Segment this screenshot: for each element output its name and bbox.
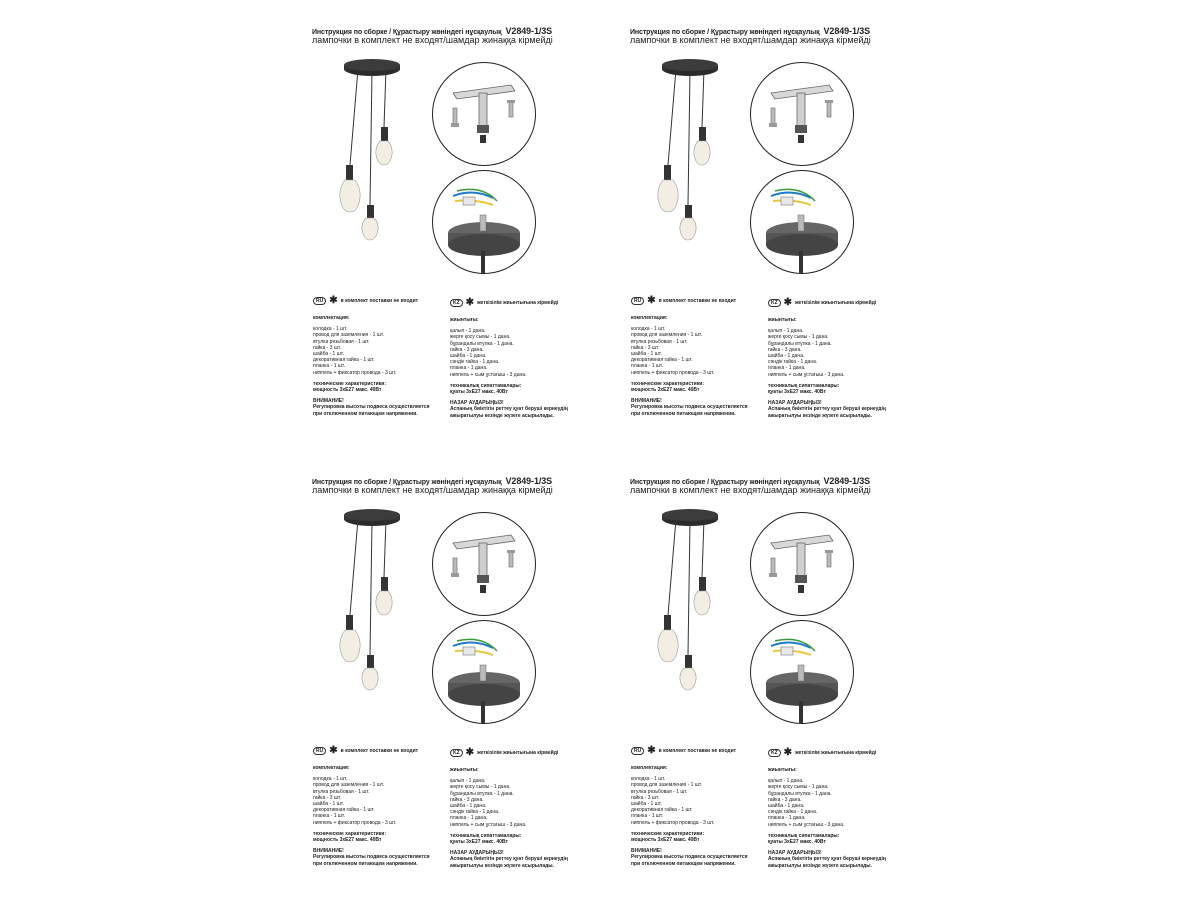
list-item: бұрандалы втулка - 1 дана. — [768, 340, 832, 347]
star-icon: ✱ — [783, 297, 793, 308]
list-item: ниппель + фиксатор провода - 3 шт. — [631, 369, 715, 376]
list-item: ниппель + фиксатор провода - 3 шт. — [313, 819, 397, 826]
model-code: V2849-1/3S — [823, 476, 871, 486]
list-item: қалып - 1 дана. — [450, 778, 486, 785]
list-item: гайка - 3 шт. — [631, 344, 660, 351]
list-item: планка - 1 дана. — [450, 365, 488, 372]
list-item: планка - 1 шт. — [313, 363, 345, 370]
list-item: ниппель + сым ұстағыш - 3 дана. — [450, 371, 527, 378]
list-item: провод для заземления - 1 шт. — [631, 332, 702, 339]
list-item: шайба - 1 дана. — [768, 803, 805, 810]
pendant-lamp-illustration — [648, 505, 738, 695]
ru-badge: RU — [631, 747, 644, 755]
list-item: втулка резьбовая - 1 шт. — [313, 338, 370, 345]
kz-badge: KZ — [768, 749, 781, 757]
pendant-lamp-illustration — [648, 55, 738, 245]
list-item: провод для заземления - 1 шт. — [313, 332, 384, 339]
ru-section: RU ✱ в комплект поставки не входит комплектация: колодка - 1 шт. провод для заземления - 1 шт. втулка резьбовая - 1 шт. гайка - 3 шт. шайба - 1 шт. декоративная гайка - 1 шт. планка - 1 шт. ниппель + фиксатор провода - 3 шт. технические характеристики: мощность 3хЕ27 макс. 40Вт ВНИМАНИЕ! Регулировка высоты подвеса осуществляется при отключенном питающем напряжении. — [631, 295, 748, 417]
list-item: бұрандалы втулка - 1 дана. — [450, 340, 514, 347]
list-item: ниппель + сым ұстағыш - 3 дана. — [450, 821, 527, 828]
star-icon: ✱ — [329, 745, 338, 756]
list-item: гайка - 3 шт. — [313, 794, 342, 801]
list-item: бұрандалы втулка - 1 дана. — [450, 790, 514, 797]
list-item: при отключенном питающем напряжении. — [631, 410, 736, 417]
model-code: V2849-1/3S — [505, 476, 553, 486]
list-item: қалып - 1 дана. — [768, 778, 804, 785]
list-item: при отключенном питающем напряжении. — [313, 860, 418, 867]
instruction-sheet — [318, 450, 918, 900]
list-item: сәндік гайка - 1 дана. — [450, 359, 500, 366]
sheet-title: Инструкция по сборке / Құрастыру жөніндегі нұсқаулық V2849-1/3S — [630, 476, 871, 486]
list-item: гайка - 3 дана. — [450, 346, 484, 353]
model-code: V2849-1/3S — [823, 26, 871, 36]
list-item: ниппель + фиксатор провода - 3 шт. — [313, 369, 397, 376]
sheet-title: Инструкция по сборке / Құрастыру жөніндегі нұсқаулық V2849-1/3S — [630, 26, 871, 36]
list-item: планка - 1 шт. — [631, 813, 663, 820]
list-item: втулка резьбовая - 1 шт. — [631, 788, 688, 795]
kz-section: KZ ✱ жеткізілім жиынтығына кірмейді жиынтығы: қалып - 1 дана. жерге қосу сымы - 1 дана. бұрандалы втулка - 1 дана. гайка - 3 дана. шайба - 1 дана. сәндік гайка - 1 дана. планка - 1 дана. ниппель + сым ұстағыш - 3 дана. техникалық сипаттамалары: қуаты 3хЕ27 макс. 40Вт НАЗАР АУДАРЫҢЫЗ! Аспаның биіктігін реттеу қуат беруші кернеудің ажыратылуы кезінде жүзеге асырылады. — [450, 297, 568, 419]
list-item: втулка резьбовая - 1 шт. — [631, 338, 688, 345]
kz-section: KZ ✱ жеткізілім жиынтығына кірмейді жиынтығы: қалып - 1 дана. жерге қосу сымы - 1 дана. бұрандалы втулка - 1 дана. гайка - 3 дана. шайба - 1 дана. сәндік гайка - 1 дана. планка - 1 дана. ниппель + сым ұстағыш - 3 дана. техникалық сипаттамалары: қуаты 3хЕ27 макс. 40Вт НАЗАР АУДАРЫҢЫЗ! Аспаның биіктігін реттеу қуат беруші кернеудің ажыратылуы кезінде жүзеге асырылады. — [768, 297, 886, 419]
list-item: Регулировка высоты подвеса осуществляется — [313, 854, 430, 861]
list-item: ажыратылуы кезінде жүзеге асырылады. — [450, 862, 554, 869]
list-item: декоративная гайка - 1 шт. — [631, 807, 693, 814]
list-item: гайка - 3 дана. — [450, 796, 484, 803]
list-item: қалып - 1 дана. — [450, 328, 486, 335]
list-item: қалып - 1 дана. — [768, 328, 804, 335]
ru-section: RU ✱ в комплект поставки не входит комплектация: колодка - 1 шт. провод для заземления - 1 шт. втулка резьбовая - 1 шт. гайка - 3 шт. шайба - 1 шт. декоративная гайка - 1 шт. планка - 1 шт. ниппель + фиксатор провода - 3 шт. технические характеристики: мощность 3хЕ27 макс. 40Вт ВНИМАНИЕ! Регулировка высоты подвеса осуществляется при отключенном питающем напряжении. — [313, 745, 430, 867]
kz-section: KZ ✱ жеткізілім жиынтығына кірмейді жиынтығы: қалып - 1 дана. жерге қосу сымы - 1 дана. бұрандалы втулка - 1 дана. гайка - 3 дана. шайба - 1 дана. сәндік гайка - 1 дана. планка - 1 дана. ниппель + сым ұстағыш - 3 дана. техникалық сипаттамалары: қуаты 3хЕ27 макс. 40Вт НАЗАР АУДАРЫҢЫЗ! Аспаның биіктігін реттеу қуат беруші кернеудің ажыратылуы кезінде жүзеге асырылады. — [450, 747, 568, 869]
ru-section: RU ✱ в комплект поставки не входит комплектация: колодка - 1 шт. провод для заземления - 1 шт. втулка резьбовая - 1 шт. гайка - 3 шт. шайба - 1 шт. декоративная гайка - 1 шт. планка - 1 шт. ниппель + фиксатор провода - 3 шт. технические характеристики: мощность 3хЕ27 макс. 40Вт ВНИМАНИЕ! Регулировка высоты подвеса осуществляется при отключенном питающем напряжении. — [631, 745, 748, 867]
list-item: бұрандалы втулка - 1 дана. — [768, 790, 832, 797]
list-item: шайба - 1 шт. — [313, 351, 344, 358]
star-icon: ✱ — [783, 747, 793, 758]
list-item: провод для заземления - 1 шт. — [313, 782, 384, 789]
list-item: гайка - 3 дана. — [768, 346, 802, 353]
list-item: шайба - 1 шт. — [631, 801, 662, 808]
list-item: шайба - 1 дана. — [768, 353, 805, 360]
sheet-subtitle: лампочки в комплект не входят/шамдар жинаққа кірмейді — [630, 485, 871, 495]
kz-badge: KZ — [450, 749, 463, 757]
list-item: при отключенном питающем напряжении. — [313, 410, 418, 417]
list-item: жерге қосу сымы - 1 дана. — [768, 334, 829, 341]
list-item: сәндік гайка - 1 дана. — [450, 809, 500, 816]
list-item: сәндік гайка - 1 дана. — [768, 359, 818, 366]
list-item: Аспаның биіктігін реттеу қуат беруші кернеудің — [450, 406, 568, 413]
list-item: жерге қосу сымы - 1 дана. — [450, 784, 511, 791]
list-item: ниппель + сым ұстағыш - 3 дана. — [768, 371, 845, 378]
sheet-title: Инструкция по сборке / Құрастыру жөніндегі нұсқаулық V2849-1/3S — [312, 476, 553, 486]
canopy-wiring-icon — [750, 170, 854, 274]
list-item: планка - 1 шт. — [313, 813, 345, 820]
kz-section: KZ ✱ жеткізілім жиынтығына кірмейді жиынтығы: қалып - 1 дана. жерге қосу сымы - 1 дана. бұрандалы втулка - 1 дана. гайка - 3 дана. шайба - 1 дана. сәндік гайка - 1 дана. планка - 1 дана. ниппель + сым ұстағыш - 3 дана. техникалық сипаттамалары: қуаты 3хЕ27 макс. 40Вт НАЗАР АУДАРЫҢЫЗ! Аспаның биіктігін реттеу қуат беруші кернеудің ажыратылуы кезінде жүзеге асырылады. — [768, 747, 886, 869]
list-item: колодка - 1 шт. — [631, 326, 666, 333]
ru-section: RU ✱ в комплект поставки не входит комплектация: колодка - 1 шт. провод для заземления - 1 шт. втулка резьбовая - 1 шт. гайка - 3 шт. шайба - 1 шт. декоративная гайка - 1 шт. планка - 1 шт. ниппель + фиксатор провода - 3 шт. технические характеристики: мощность 3хЕ27 макс. 40Вт ВНИМАНИЕ! Регулировка высоты подвеса осуществляется при отключенном питающем напряжении. — [313, 295, 430, 417]
list-item: планка - 1 шт. — [631, 363, 663, 370]
star-icon: ✱ — [329, 295, 338, 306]
sheet-subtitle: лампочки в комплект не входят/шамдар жинаққа кірмейді — [630, 35, 871, 45]
list-item: ниппель + сым ұстағыш - 3 дана. — [768, 821, 845, 828]
list-item: планка - 1 дана. — [768, 365, 806, 372]
list-item: Регулировка высоты подвеса осуществляется — [313, 404, 430, 411]
sheet-title: Инструкция по сборке / Құрастыру жөніндегі нұсқаулық V2849-1/3S — [312, 26, 553, 36]
list-item: гайка - 3 шт. — [631, 794, 660, 801]
list-item: Аспаның биіктігін реттеу қуат беруші кернеудің — [450, 856, 568, 863]
mounting-bracket-icon — [750, 62, 854, 166]
ru-badge: RU — [313, 297, 326, 305]
list-item: гайка - 3 дана. — [768, 796, 802, 803]
list-item: Регулировка высоты подвеса осуществляется — [631, 854, 748, 861]
ru-badge: RU — [313, 747, 326, 755]
star-icon: ✱ — [647, 745, 656, 756]
list-item: планка - 1 дана. — [768, 815, 806, 822]
list-item: ажыратылуы кезінде жүзеге асырылады. — [768, 412, 872, 419]
list-item: жерге қосу сымы - 1 дана. — [450, 334, 511, 341]
canopy-wiring-icon — [750, 620, 854, 724]
list-item: жерге қосу сымы - 1 дана. — [768, 784, 829, 791]
list-item: декоративная гайка - 1 шт. — [313, 807, 375, 814]
sheet-subtitle: лампочки в комплект не входят/шамдар жинаққа кірмейді — [312, 35, 553, 45]
list-item: Аспаның биіктігін реттеу қуат беруші кернеудің — [768, 856, 886, 863]
list-item: планка - 1 дана. — [450, 815, 488, 822]
list-item: Аспаның биіктігін реттеу қуат беруші кернеудің — [768, 406, 886, 413]
list-item: втулка резьбовая - 1 шт. — [313, 788, 370, 795]
list-item: провод для заземления - 1 шт. — [631, 782, 702, 789]
star-icon: ✱ — [647, 295, 656, 306]
list-item: декоративная гайка - 1 шт. — [313, 357, 375, 364]
list-item: ажыратылуы кезінде жүзеге асырылады. — [768, 862, 872, 869]
list-item: шайба - 1 дана. — [450, 803, 487, 810]
list-item: колодка - 1 шт. — [631, 776, 666, 783]
list-item: шайба - 1 дана. — [450, 353, 487, 360]
kz-badge: KZ — [768, 299, 781, 307]
list-item: шайба - 1 шт. — [313, 801, 344, 808]
list-item: ажыратылуы кезінде жүзеге асырылады. — [450, 412, 554, 419]
kz-badge: KZ — [450, 299, 463, 307]
star-icon: ✱ — [465, 747, 475, 758]
list-item: ниппель + фиксатор провода - 3 шт. — [631, 819, 715, 826]
mounting-bracket-icon — [750, 512, 854, 616]
list-item: колодка - 1 шт. — [313, 326, 348, 333]
model-code: V2849-1/3S — [505, 26, 553, 36]
star-icon: ✱ — [465, 297, 475, 308]
sheet-subtitle: лампочки в комплект не входят/шамдар жинаққа кірмейді — [312, 485, 553, 495]
list-item: гайка - 3 шт. — [313, 344, 342, 351]
list-item: колодка - 1 шт. — [313, 776, 348, 783]
instruction-sheet — [318, 0, 918, 450]
ru-badge: RU — [631, 297, 644, 305]
list-item: декоративная гайка - 1 шт. — [631, 357, 693, 364]
list-item: шайба - 1 шт. — [631, 351, 662, 358]
list-item: сәндік гайка - 1 дана. — [768, 809, 818, 816]
list-item: при отключенном питающем напряжении. — [631, 860, 736, 867]
list-item: Регулировка высоты подвеса осуществляется — [631, 404, 748, 411]
